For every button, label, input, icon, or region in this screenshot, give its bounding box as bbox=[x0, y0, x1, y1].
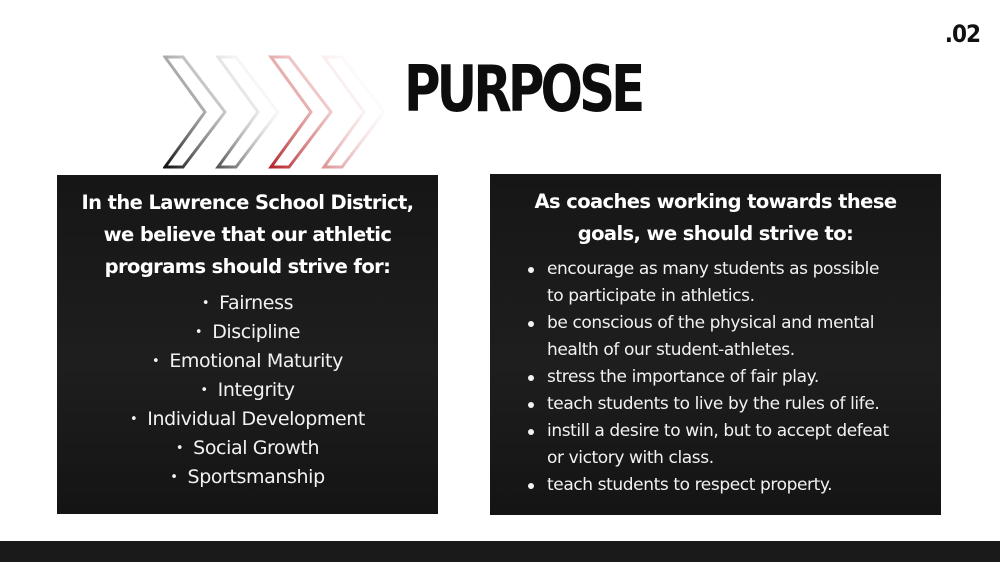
goal-line: stress the importance of fair play. bbox=[547, 367, 819, 387]
value-item-fairness: • Fairness bbox=[57, 289, 438, 318]
page-title: PURPOSE bbox=[404, 53, 642, 127]
value-item-sportsmanship: • Sportsmanship bbox=[57, 463, 438, 492]
heading-line: we believe that our athletic bbox=[103, 223, 392, 246]
goal-line: to participate in athletics. bbox=[547, 286, 755, 306]
goal-line: be conscious of the physical and mental bbox=[547, 313, 875, 333]
heading-line: In the Lawrence School District, bbox=[81, 191, 414, 214]
goal-item bbox=[528, 310, 923, 364]
district-beliefs-panel bbox=[57, 175, 438, 514]
goals-list bbox=[490, 256, 941, 499]
values-list bbox=[57, 289, 438, 492]
value-item-discipline: • Discipline bbox=[57, 318, 438, 347]
goal-line: teach students to respect property. bbox=[547, 475, 833, 495]
value-item-emotional-maturity: • Emotional Maturity bbox=[57, 347, 438, 376]
footer-band bbox=[0, 541, 1000, 562]
district-beliefs-heading bbox=[57, 187, 438, 283]
chevron-arrows-icon bbox=[163, 55, 393, 170]
goal-item bbox=[528, 256, 923, 310]
goal-line: encourage as many students as possible bbox=[547, 259, 880, 279]
heading-line: As coaches working towards these bbox=[534, 190, 897, 213]
goal-line: or victory with class. bbox=[547, 448, 714, 468]
coach-goals-panel bbox=[490, 174, 941, 515]
coach-goals-heading bbox=[490, 186, 941, 250]
value-item-social-growth: • Social Growth bbox=[57, 434, 438, 463]
chevron-4 bbox=[324, 57, 384, 167]
goal-item bbox=[528, 391, 923, 418]
goal-item bbox=[528, 472, 923, 499]
slide-number: .02 bbox=[944, 20, 980, 48]
chevron-1 bbox=[165, 57, 225, 167]
heading-line: goals, we should strive to: bbox=[577, 222, 854, 245]
value-item-individual-development: • Individual Development bbox=[57, 405, 438, 434]
goal-line: health of our student-athletes. bbox=[547, 340, 795, 360]
goal-item bbox=[528, 364, 923, 391]
heading-line: programs should strive for: bbox=[104, 255, 391, 278]
goal-line: teach students to live by the rules of life. bbox=[547, 394, 880, 414]
value-item-integrity: • Integrity bbox=[57, 376, 438, 405]
chevron-2 bbox=[218, 57, 278, 167]
goal-line: instill a desire to win, but to accept defeat bbox=[547, 421, 889, 441]
goal-item bbox=[528, 418, 923, 472]
chevron-3 bbox=[271, 57, 331, 167]
